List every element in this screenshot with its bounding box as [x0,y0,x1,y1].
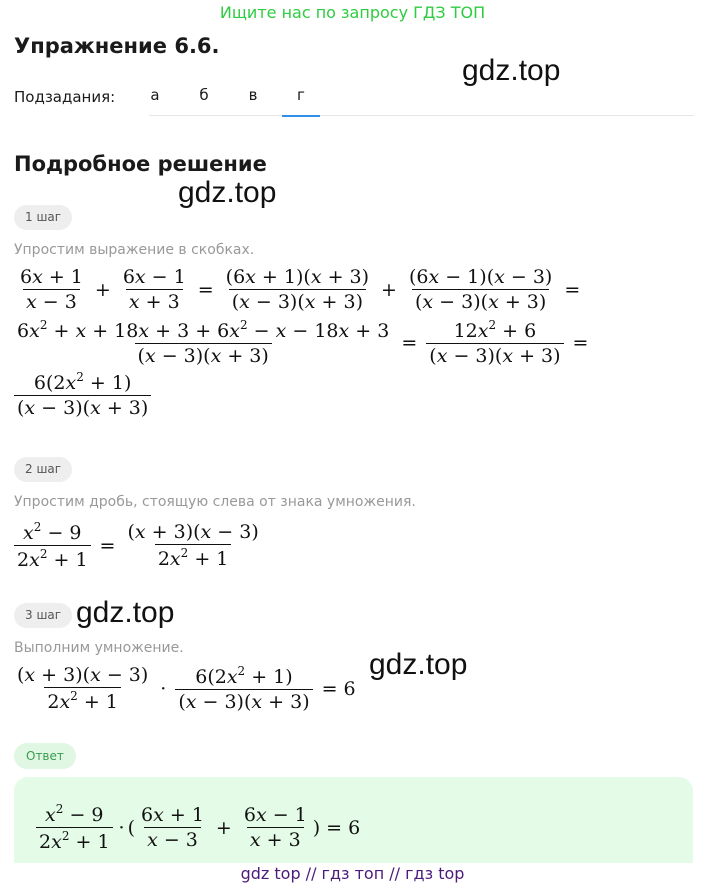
subtasks-bar [14,86,694,116]
formula-step1-line1: $\frac{6x + 1}{x - 3}$ + $\frac{6x - 1}{x + 3}$ = $\frac{(6x + 1)(x + 3)}{(x - 3)(x + 3)}$ + $\frac{(6x - 1)(x - 3)}{(x - 3)(x + 3)}$ = [20,266,581,313]
formula-step1-line3: $\frac{6(2x^2 + 1)}{(x - 3)(x + 3)}$ [14,370,154,419]
watermark: gdz.top [76,596,175,629]
tab-v[interactable]: в [248,86,258,104]
tab-a[interactable]: а [150,86,160,104]
formula-answer: $\frac{x^2 - 9}{2x^2 + 1}$ · ( $\frac{6x + 1}{x - 3}$ + $\frac{6x - 1}{x + 3}$ ) = 6 [36,802,360,853]
formula-step3: $\frac{(x + 3)(x - 3)}{2x^2 + 1}$ · $\frac{6(2x^2 + 1)}{(x - 3)(x + 3)}$ = 6 [17,664,356,713]
step-text: Упростим дробь, стоящую слева от знака умножения. [14,494,416,510]
exercise-title: Упражнение 6.6. [14,34,220,58]
step-badge: 2 шаг [14,457,72,482]
section-title: Подробное решение [14,152,267,176]
watermark: gdz.top [462,54,561,87]
formula-step2: $\frac{x^2 - 9}{2x^2 + 1}$ = $\frac{(x + 3)(x - 3)}{2x^2 + 1}$ [14,520,265,571]
watermark: gdz.top [178,176,277,209]
answer-badge: Ответ [14,743,76,769]
watermark: gdz.top [369,648,468,681]
footer-links: gdz top // гдз топ // гдз top [240,864,465,883]
step-badge: 3 шаг [14,603,72,628]
step-text: Упростим выражение в скобках. [14,242,255,258]
step-text: Выполним умножение. [14,640,184,656]
formula-step1-line2: $\frac{6x^2 + x + 18x + 3 + 6x^2 - x - 18x + 3}{(x - 3)(x + 3)}$ = $\frac{12x^2 + 6}{(x - 3)(x + 3)}$ = [17,318,589,367]
subtasks-label: Подзадания: [14,88,116,106]
tab-b[interactable]: б [199,86,209,104]
step-badge: 1 шаг [14,205,72,230]
tabs-divider [149,115,694,116]
search-banner: Ищите нас по запросу ГДЗ ТОП [219,3,486,22]
tab-g[interactable]: г [282,86,320,116]
